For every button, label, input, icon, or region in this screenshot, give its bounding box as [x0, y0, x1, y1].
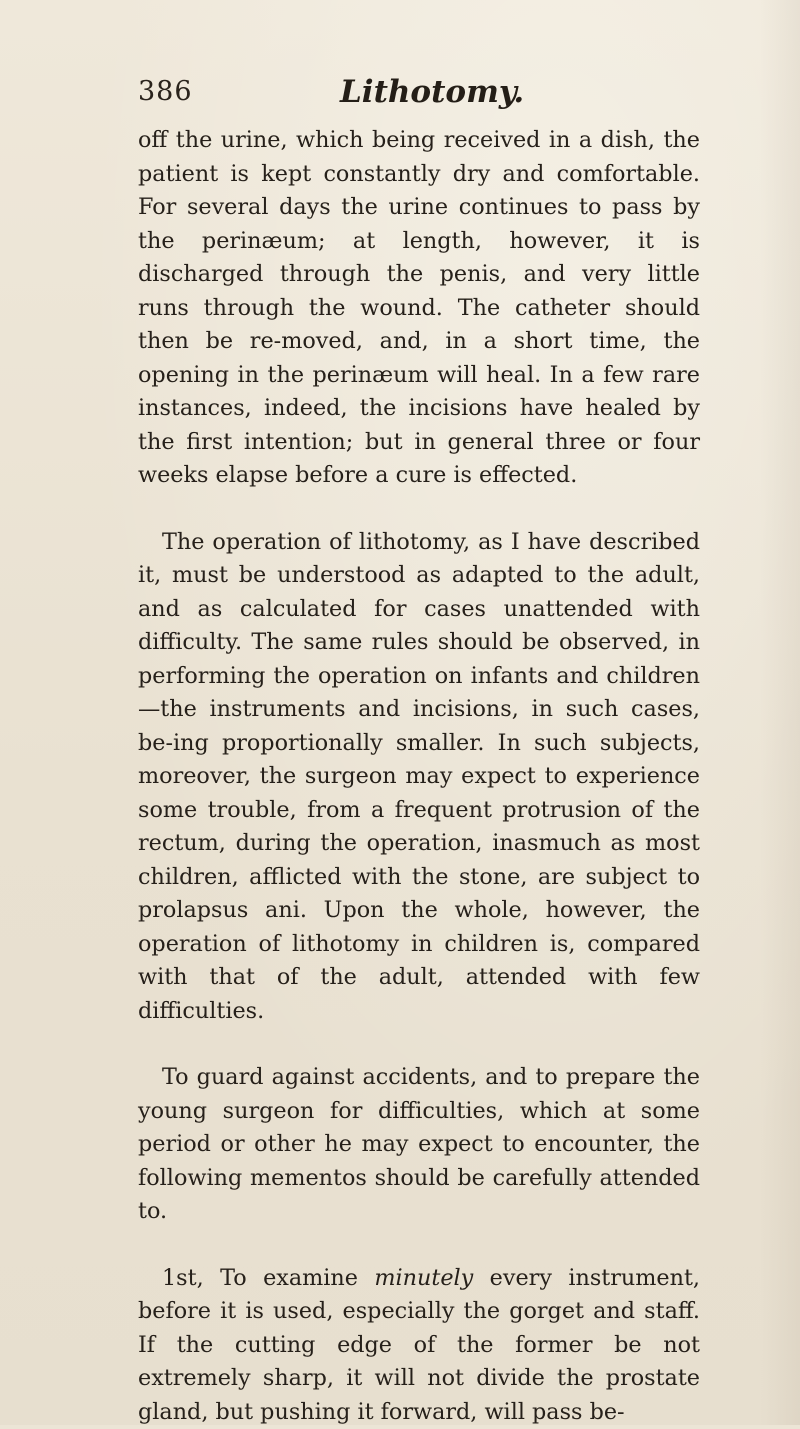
page-edge-shadow [760, 0, 800, 1425]
paragraph-first-memento [138, 1262, 700, 1429]
paragraph-mementos-intro: To guard against accidents, and to prepare the young surgeon for difficulties, which at some period or other he may expect to encounter, the following mementos should be carefully attended to. [138, 1061, 700, 1229]
memento-rest: every instrument, before it is used, especially the gorget and staff. If the cutting edge of the former be not extremely sharp, it will not divide the prostate gland, but pushing it forward, will pass be- [138, 1265, 700, 1425]
page-header [138, 76, 698, 116]
body-text [138, 124, 700, 1429]
paragraph-lithotomy-children: The operation of lithotomy, as I have described it, must be understood as adapted to the adult, and as calculated for cases unattended with difficulty. The same rules should be observed, in performing the operation on infants and children—the instruments and incisions, in such cases, be-ing proportionally smaller. In such subjects, moreover, the surgeon may expect to experience some trouble, from a frequent protrusion of the rectum, during the operation, inasmuch as most children, afflicted with the stone, are subject to prolapsus ani. Upon the whole, however, the operation of lithotomy in children is, compared with that of the adult, attended with few difficulties. [138, 526, 700, 1029]
running-title: Lithotomy. [340, 74, 524, 110]
page-number: 386 [138, 76, 193, 107]
memento-emphasis: minutely [374, 1265, 473, 1291]
memento-lead: 1st, To examine [162, 1265, 374, 1291]
paragraph-continuation: off the urine, which being received in a dish, the patient is kept constantly dry and comfortable. For several days the urine continues to pass by the perinæum; at length, however, it is discharged through the penis, and very little runs through the wound. The catheter should then be re-moved, and, in a short time, the opening in the perinæum will heal. In a few rare instances, indeed, the incisions have healed by the first intention; but in general three or four weeks elapse before a cure is effected. [138, 124, 700, 493]
